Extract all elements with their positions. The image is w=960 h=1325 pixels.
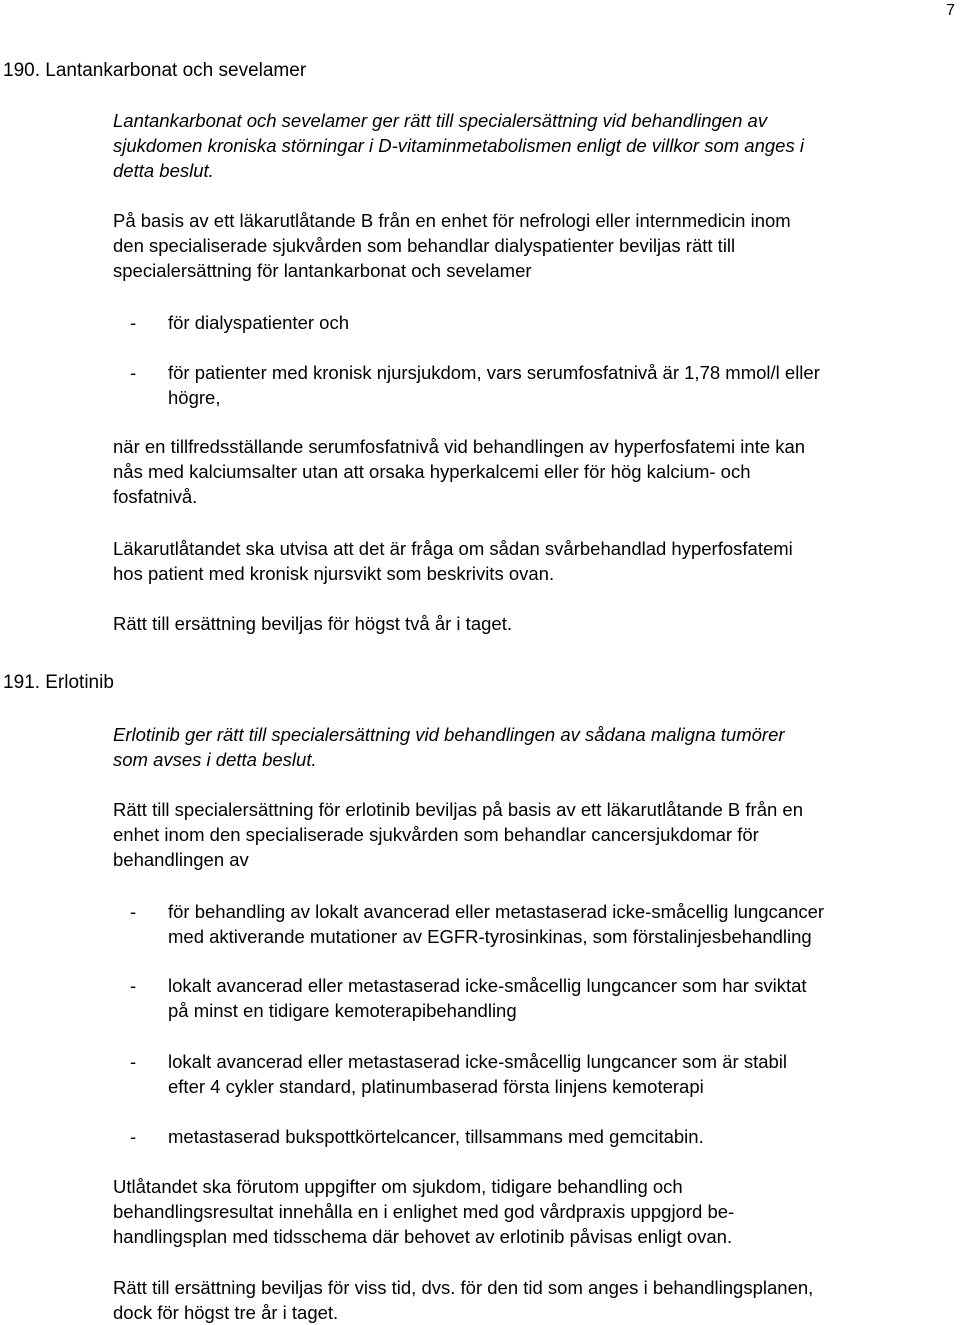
sec191-statement-paragraph [113,1174,955,1249]
list-item-line: för dialyspatienter och [168,312,349,333]
list-item-line: för behandling av lokalt avancerad eller metastaserad icke-småcellig lungcancer [168,901,825,922]
sec190-intro-line: sjukdomen kroniska störningar i D-vitaminmetabolismen enligt de villkor som anges i [113,135,804,156]
sec191-intro [113,722,955,772]
list-item [168,1124,958,1149]
sec190-basis-paragraph [113,208,955,283]
sec191-statement-line: behandlingsresultat innehålla en i enlighet med god vårdpraxis uppgjord be- [113,1201,735,1222]
section-heading-190: 190. Lantankarbonat och sevelamer [3,60,307,81]
sec191-basis-line: enhet inom den specialiserade sjukvården som behandlar cancersjukdomar för [113,824,759,845]
list-dash: - [130,901,137,922]
list-dash: - [130,362,137,383]
list-item-line: för patienter med kronisk njursjukdom, vars serumfosfatnivå är 1,78 mmol/l eller [168,362,820,383]
list-dash: - [130,1051,137,1072]
list-item [168,310,958,335]
list-item-line: lokalt avancerad eller metastaserad icke-småcellig lungcancer som har sviktat [168,975,807,996]
list-item-line: högre, [168,387,221,408]
list-dash: - [130,975,137,996]
sec191-basis-line: behandlingen av [113,849,249,870]
sec190-intro-line: detta beslut. [113,160,214,181]
list-item-line: på minst en tidigare kemoterapibehandling [168,1000,517,1021]
list-item-line: med aktiverande mutationer av EGFR-tyrosinkinas, som förstalinjesbehandling [168,926,812,947]
sec191-basis-paragraph [113,797,955,872]
sec190-condition-line: fosfatnivå. [113,486,198,507]
sec190-condition-line: nås med kalciumsalter utan att orsaka hyperkalcemi eller för hög kalcium- och [113,461,751,482]
list-item [168,973,958,1023]
section-heading-191: 191. Erlotinib [3,672,114,693]
list-item [168,1049,958,1099]
sec191-statement-line: Utlåtandet ska förutom uppgifter om sjukdom, tidigare behandling och [113,1176,683,1197]
sec190-intro-line: Lantankarbonat och sevelamer ger rätt till specialersättning vid behandlingen av [113,110,768,131]
page-number: 7 [946,2,955,19]
sec190-condition-paragraph [113,434,955,509]
list-dash: - [130,312,137,333]
sec190-certificate-line: Läkarutlåtandet ska utvisa att det är fråga om sådan svårbehandlad hyperfosfatemi [113,538,793,559]
list-item [168,360,958,410]
sec190-condition-line: när en tillfredsställande serumfosfatnivå vid behandlingen av hyperfosfatemi inte kan [113,436,806,457]
list-item [168,899,958,949]
sec190-duration-paragraph: Rätt till ersättning beviljas för högst två år i taget. [113,613,512,634]
sec191-duration-paragraph [113,1275,955,1325]
sec191-statement-line: handlingsplan med tidsschema där behovet av erlotinib påvisas enligt ovan. [113,1226,733,1247]
list-item-line: metastaserad bukspottkörtelcancer, tillsammans med gemcitabin. [168,1126,704,1147]
sec191-intro-line: Erlotinib ger rätt till specialersättning vid behandlingen av sådana maligna tumörer [113,724,785,745]
sec191-intro-line: som avses i detta beslut. [113,749,317,770]
sec190-certificate-paragraph [113,536,955,586]
sec190-intro [113,108,955,183]
sec190-basis-line: På basis av ett läkarutlåtande B från en enhet för nefrologi eller internmedicin inom [113,210,791,231]
sec191-duration-line: Rätt till ersättning beviljas för viss tid, dvs. för den tid som anges i behandlingsplanen, [113,1277,814,1298]
list-item-line: efter 4 cykler standard, platinumbaserad första linjens kemoterapi [168,1076,704,1097]
list-item-line: lokalt avancerad eller metastaserad icke-småcellig lungcancer som är stabil [168,1051,788,1072]
sec191-duration-line: dock för högst tre år i taget. [113,1302,339,1323]
sec190-basis-line: specialersättning för lantankarbonat och sevelamer [113,260,532,281]
sec191-basis-line: Rätt till specialersättning för erlotinib beviljas på basis av ett läkarutlåtande B från en [113,799,804,820]
sec190-certificate-line: hos patient med kronisk njursvikt som beskrivits ovan. [113,563,555,584]
list-dash: - [130,1126,137,1147]
sec190-basis-line: den specialiserade sjukvården som behandlar dialyspatienter beviljas rätt till [113,235,736,256]
